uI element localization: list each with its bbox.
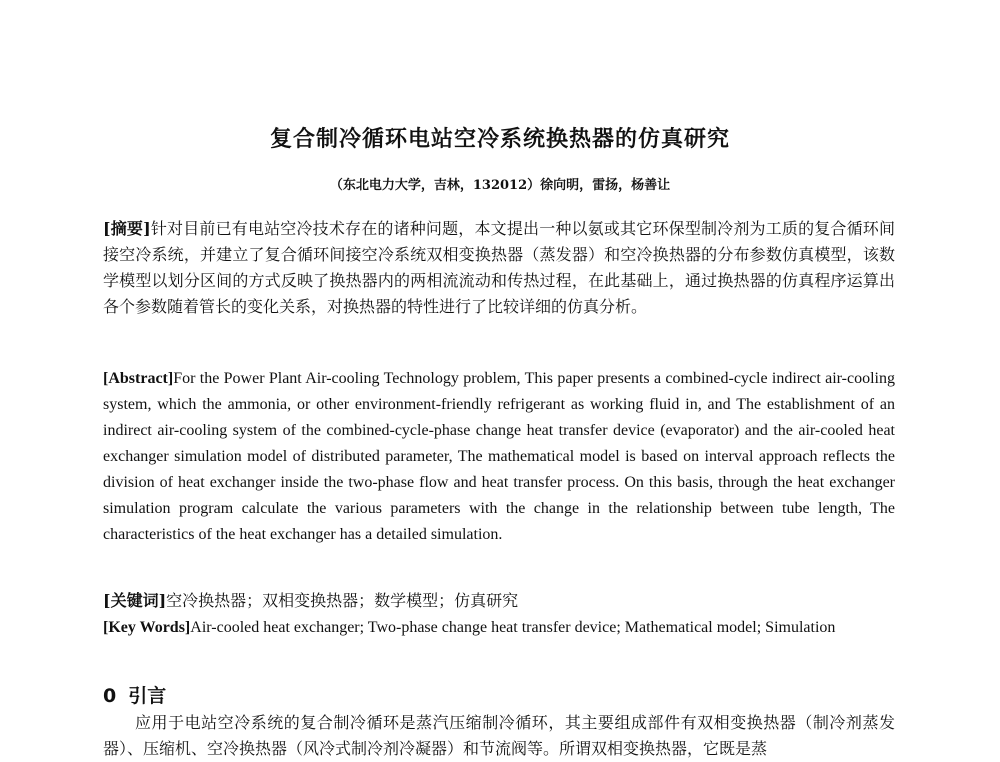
- section-number: 0: [103, 685, 117, 707]
- paper-title: 复合制冷循环电站空冷系统换热器的仿真研究: [269, 127, 730, 152]
- abstract-chinese-text: 针对目前已有电站空冷技术存在的诸种问题，本文提出一种以氨或其它环保型制冷剂为工质的复合循环间接空冷系统，并建立了复合循环间接空冷系统双相变换热器（蒸发器）和空冷换热器的分布参数仿真模型，该数学模型以划分区间的方式反映了换热器内的两相流流动和传热过程，在此基础上，通过换热器的仿真程序运算出各个参数随着管长的变化关系，对换热器的特性进行了比较详细的仿真分析。: [103, 219, 895, 316]
- keywords-english: [103, 615, 895, 641]
- keywords-chinese-text: 空冷换热器；双相变换热器；数学模型；仿真研究: [166, 591, 519, 610]
- abstract-english-text: For the Power Plant Air-cooling Technology problem, This paper presents a combined-cycle indirect air-cooling system, which the ammonia, or other environment-friendly refrigerant as working fluid in, and The establishment of an indirect air-cooling system of the combined-cycle-phase change heat transfer device (evaporator) and the air-cooled heat exchanger simulation model of distributed parameter, The mathematical model is based on interval approach reflects the division of heat exchanger inside the two-phase flow and heat transfer process. On this basis, through the heat exchanger simulation program calculate the various parameters with the change in the relationship between tube length, The characteristics of the heat exchanger has a detailed simulation.: [103, 370, 895, 543]
- section-heading: [103, 681, 166, 708]
- section-title: 引言: [128, 685, 167, 707]
- introduction-paragraph: 应用于电站空冷系统的复合制冷循环是蒸汽压缩制冷循环，其主要组成部件有双相变换热器（制冷剂蒸发器）、压缩机、空冷换热器（风冷式制冷剂冷凝器）和节流阀等。所谓双相变换热器，它既是蒸: [103, 713, 895, 758]
- author-affiliation: （东北电力大学，吉林，132012）徐向明，雷扬，杨善让: [329, 178, 671, 193]
- abstract-chinese: [103, 216, 895, 320]
- keywords-english-tag: [Key Words]: [103, 619, 191, 636]
- keywords-english-text: Air-cooled heat exchanger; Two-phase change heat transfer device; Mathematical model; Simulation: [190, 619, 836, 636]
- abstract-english: [103, 366, 895, 548]
- abstract-chinese-tag: [摘要]: [103, 219, 151, 238]
- keywords-chinese-tag: [关键词]: [103, 591, 167, 610]
- keywords-chinese: [103, 588, 895, 614]
- abstract-english-tag: [Abstract]: [103, 370, 174, 387]
